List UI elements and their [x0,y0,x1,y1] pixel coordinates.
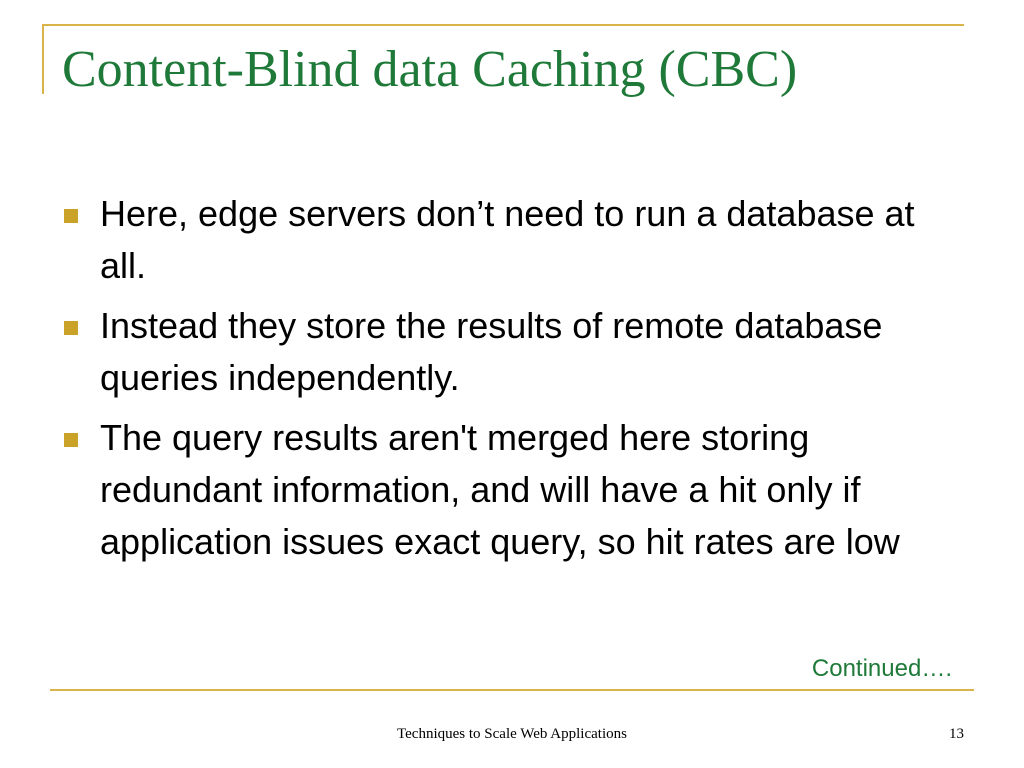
square-bullet-icon [64,433,78,447]
bullet-item [64,300,964,404]
page-number: 13 [949,726,964,742]
bullet-list [64,188,964,576]
footer-rule [50,689,974,691]
footer-text: Techniques to Scale Web Applications [397,726,627,742]
bullet-item [64,188,964,292]
square-bullet-icon [64,209,78,223]
bullet-text: Here, edge servers don’t need to run a database at all. [100,193,915,286]
bullet-text: Instead they store the results of remote database queries independently. [100,305,883,398]
bullet-item [64,412,964,568]
title-frame-top-rule [42,24,964,26]
title-frame-left-rule [42,24,44,94]
continued-note: Continued…. [811,655,952,682]
square-bullet-icon [64,321,78,335]
slide-title: Content-Blind data Caching (CBC) [62,41,798,98]
bullet-text: The query results aren't merged here storing redundant information, and will have a hit only if application issues exact query, so hit rates are low [100,417,900,562]
